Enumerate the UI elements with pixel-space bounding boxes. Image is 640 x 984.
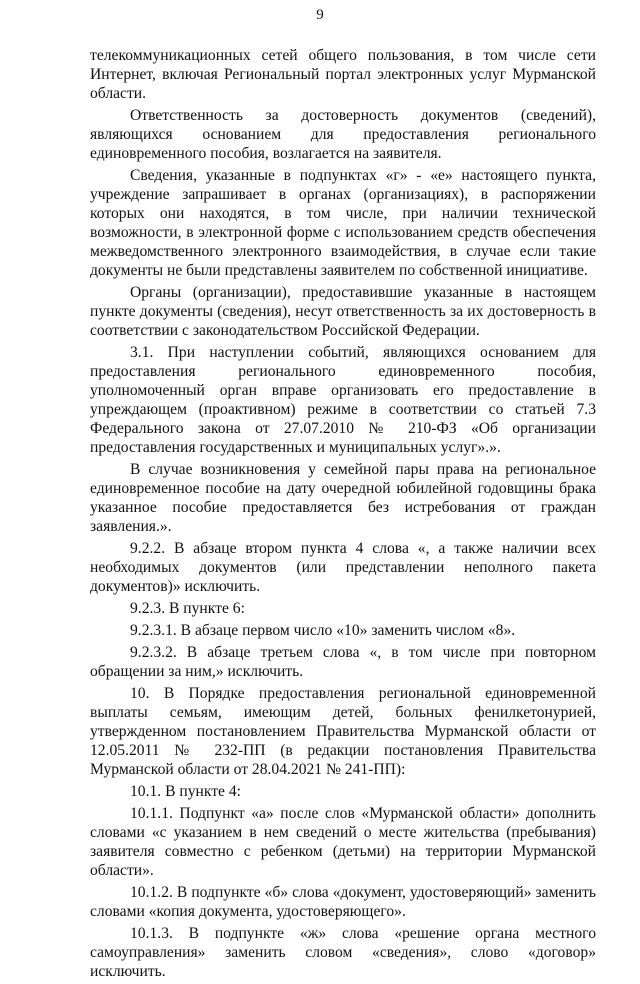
paragraph-10-1-1: 10.1.1. Подпункт «а» после слов «Мурманской области» дополнить словами «с указанием в нем сведений о месте жительства (пребывания) заявителя совместно с ребенком (детьми) на территории Мурманской области».	[90, 805, 596, 879]
paragraph-9-2-3-2: 9.2.3.2. В абзаце третьем слова «, в том числе при повторном обращении за ним,» исключить.	[90, 644, 596, 680]
paragraph-9-2-2: 9.2.2. В абзаце втором пункта 4 слова «, а также наличии всех необходимых документов (или представлении неполного пакета документов)» исключить.	[90, 540, 596, 595]
paragraph-10-1-2: 10.1.2. В подпункте «б» слова «документ, удостоверяющий» заменить словами «копия документа, удостоверяющего».	[90, 884, 596, 920]
paragraph-3-1: 3.1. При наступлении событий, являющихся основанием для предоставления регионального единовременного пособия, уполномоченный орган вправе организовать его предоставление в упреждающем (проактивном) режиме в соответствии со статьей 7.3 Федерального закона от 27.07.2010 № 210-ФЗ «Об организации предоставления государственных и муниципальных услуг».».	[90, 344, 596, 456]
document-body	[90, 46, 596, 984]
paragraph-9-2-3-1: 9.2.3.1. В абзаце первом число «10» заменить числом «8».	[130, 622, 516, 639]
page-number: 9	[316, 7, 324, 23]
paragraph-responsibility: Ответственность за достоверность документов (сведений), являющихся основанием для предоставления регионального единовременного пособия, возлагается на заявителя.	[90, 107, 596, 162]
paragraph-organizations: Органы (организации), предоставившие указанные в настоящем пункте документы (сведения), несут ответственность за их достоверность в соответствии с законодательством Российской Федерации.	[90, 284, 596, 339]
paragraph-information-request: Сведения, указанные в подпунктах «г» - «е» настоящего пункта, учреждение запрашивает в органах (организациях), в распоряжении которых они находятся, в том числе, при наличии технической возможности, в электронной форме с использованием средств обеспечения межведомственного электронного взаимодействия, в случае если такие документы не были представлены заявителем по собственной инициативе.	[90, 167, 596, 279]
paragraph-continuation: телекоммуникационных сетей общего пользования, в том числе сети Интернет, включая Региональный портал электронных услуг Мурманской области.	[90, 47, 596, 102]
paragraph-10-1: 10.1. В пункте 4:	[130, 783, 242, 800]
paragraph-9-2-3: 9.2.3. В пункте 6:	[130, 600, 245, 617]
paragraph-anniversary: В случае возникновения у семейной пары права на региональное единовременное пособие на дату очередной юбилейной годовщины брака указанное пособие предоставляется без истребования от граждан заявления.».	[90, 461, 596, 535]
paragraph-10: 10. В Порядке предоставления региональной единовременной выплаты семьям, имеющим детей, больных фенилкетонурией, утвержденном постановлением Правительства Мурманской области от 12.05.2011 № 232-ПП (в редакции постановления Правительства Мурманской области от 28.04.2021 № 241-ПП):	[90, 685, 596, 778]
paragraph-10-1-3: 10.1.3. В подпункте «ж» слова «решение органа местного самоуправления» заменить словом «сведения», слово «договор» исключить.	[90, 925, 596, 980]
